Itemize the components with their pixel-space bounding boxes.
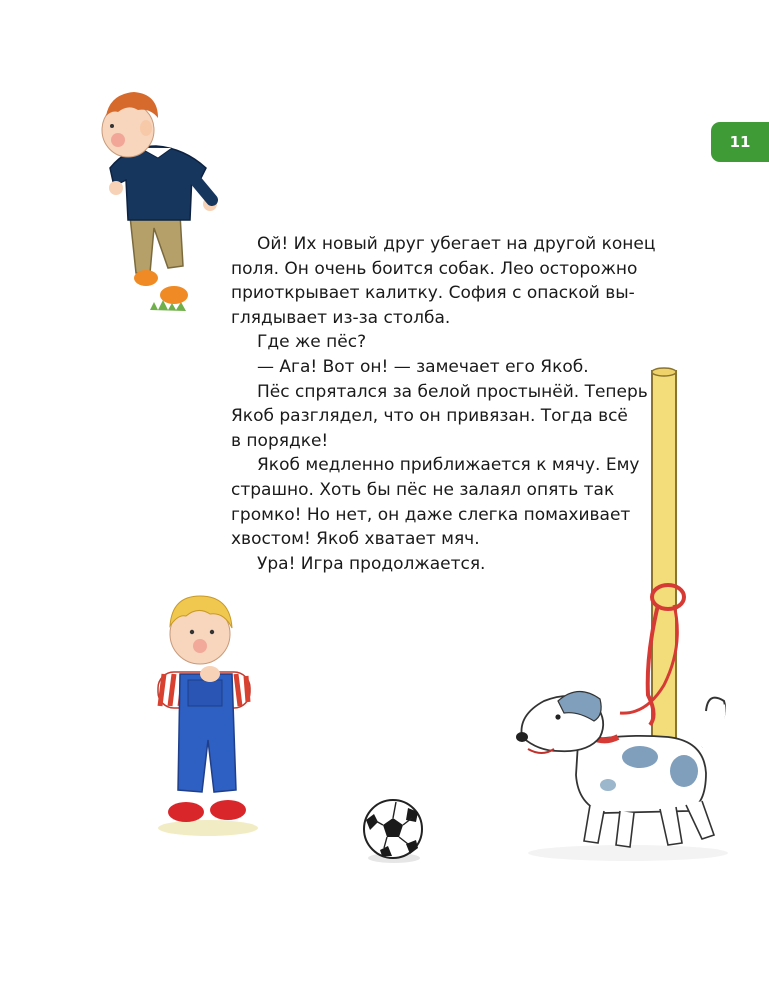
story-line: поля. Он очень боится собак. Лео осторожно xyxy=(231,258,638,279)
standing-boy-illustration xyxy=(150,590,260,840)
page-number-badge xyxy=(711,122,769,162)
story-line: хвостом! Якоб хватает мяч. xyxy=(231,529,480,550)
story-line: Якоб разглядел, что он привязан. Тогда всё xyxy=(231,406,628,427)
soccer-ball-illustration xyxy=(360,798,428,864)
story-line: Пёс спрятался за белой простынёй. Теперь xyxy=(257,381,648,402)
story-line: громко! Но нет, он даже слегка помахивает xyxy=(231,504,631,525)
story-line: Ой! Их новый друг убегает на другой конец xyxy=(257,234,656,254)
dog-tied-to-post-illustration xyxy=(508,365,743,865)
story-line: — Ага! Вот он! — замечает его Якоб. xyxy=(257,356,589,377)
story-line: глядывает из-за столба. xyxy=(231,307,451,328)
story-line: Где же пёс? xyxy=(257,332,367,353)
story-line: в порядке! xyxy=(231,430,329,451)
running-boy-illustration xyxy=(88,88,238,323)
page-number: 11 xyxy=(729,133,751,151)
story-line: страшно. Хоть бы пёс не залаял опять так xyxy=(231,479,615,500)
story-line: Ура! Игра продолжается. xyxy=(257,553,486,574)
story-line: приоткрывает калитку. София с опаской вы- xyxy=(231,283,635,304)
story-line: Якоб медленно приближается к мячу. Ему xyxy=(257,455,640,476)
